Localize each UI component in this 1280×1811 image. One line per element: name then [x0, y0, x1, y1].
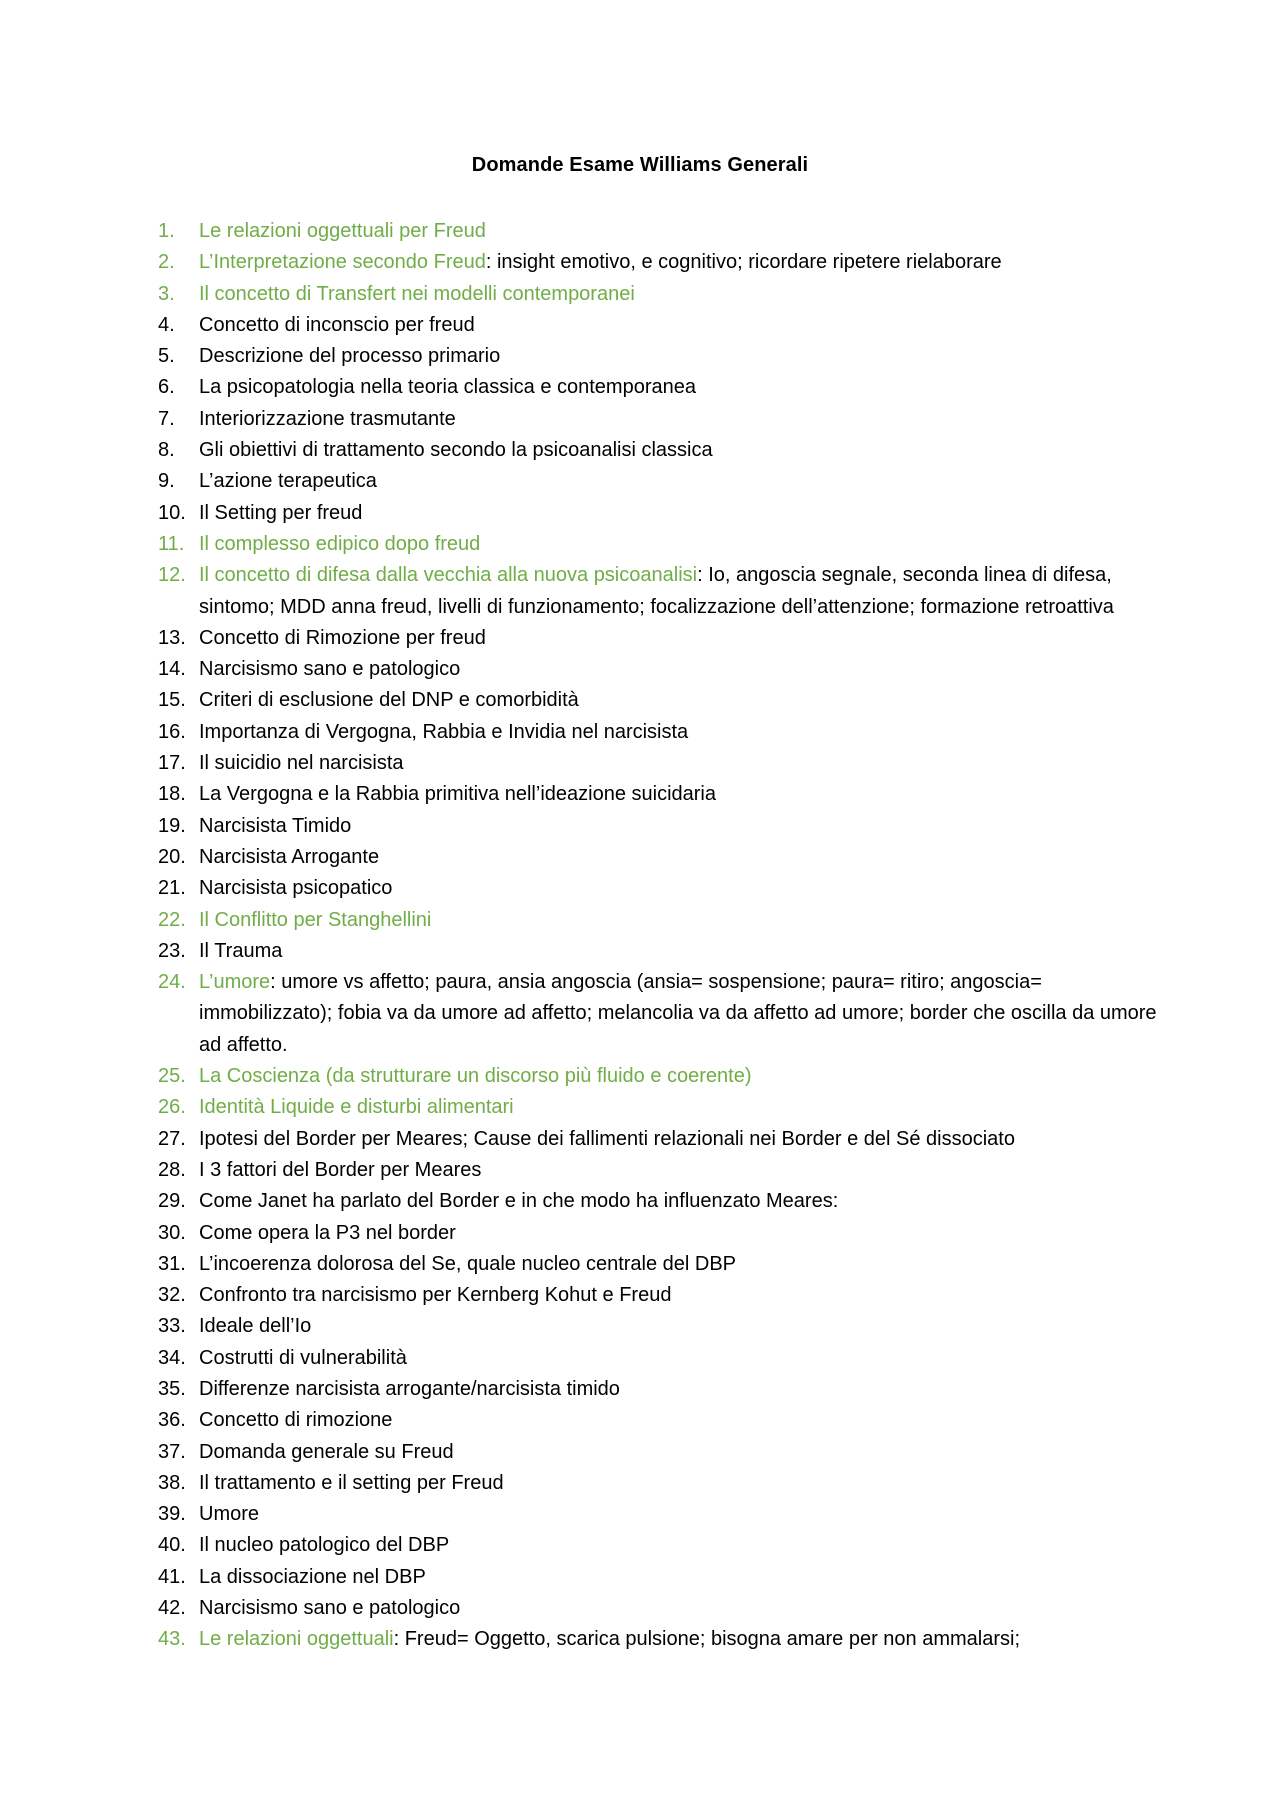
item-number: 9.: [158, 470, 175, 493]
list-item: [158, 1530, 1158, 1561]
item-number: 41.: [158, 1565, 186, 1588]
question-list: [158, 216, 1158, 1656]
list-item: [158, 1624, 1158, 1655]
highlighted-topic: Le relazioni oggettuali per Freud: [199, 220, 486, 242]
item-text: : umore vs affetto; paura, ansia angoscia (ansia= sospensione; paura= ritiro; angoscia= immobilizzato); fobia va da umore ad affetto; melancolia va da affetto ad umore; border che oscilla da umore ad affetto.: [199, 971, 1157, 1056]
item-number: 12.: [158, 564, 186, 587]
list-item: [158, 498, 1158, 529]
list-item: [158, 842, 1158, 873]
item-number: 13.: [158, 626, 186, 649]
item-text: : insight emotivo, e cognitivo; ricordare ripetere rielaborare: [485, 251, 1002, 274]
item-number: 42.: [158, 1597, 186, 1620]
list-item: [158, 685, 1158, 716]
item-text: Differenze narcisista arrogante/narcisista timido: [199, 1377, 620, 1400]
list-item: [158, 372, 1158, 403]
list-item: [158, 654, 1158, 685]
item-text: I 3 fattori del Border per Meares: [199, 1158, 482, 1181]
item-text: Importanza di Vergogna, Rabbia e Invidia nel narcisista: [199, 720, 689, 743]
item-text: L’incoerenza dolorosa del Se, quale nucleo centrale del DBP: [199, 1252, 737, 1275]
item-number: 3.: [158, 282, 175, 305]
list-item: [158, 967, 1158, 1061]
list-item: [158, 1593, 1158, 1624]
item-number: 17.: [158, 752, 186, 775]
list-item: [158, 1562, 1158, 1593]
list-item: [158, 873, 1158, 904]
list-item: [158, 216, 1158, 247]
list-item: [158, 717, 1158, 748]
list-item: [158, 1374, 1158, 1405]
item-number: 4.: [158, 313, 175, 336]
item-number: 15.: [158, 689, 186, 712]
item-number: 35.: [158, 1377, 186, 1400]
item-number: 19.: [158, 814, 186, 837]
item-number: 1.: [158, 220, 175, 242]
item-text: Il trattamento e il setting per Freud: [199, 1471, 504, 1494]
list-item: [158, 1343, 1158, 1374]
list-item: [158, 247, 1158, 278]
list-item: [158, 466, 1158, 497]
item-number: 21.: [158, 877, 186, 900]
item-text: Il Trauma: [199, 939, 283, 962]
item-text: Gli obiettivi di trattamento secondo la psicoanalisi classica: [199, 439, 713, 462]
item-text: Descrizione del processo primario: [199, 345, 501, 368]
item-number: 27.: [158, 1127, 186, 1150]
list-item: [158, 341, 1158, 372]
item-text: Il suicidio nel narcisista: [199, 752, 404, 775]
item-text: Narcisismo sano e patologico: [199, 1597, 461, 1620]
list-item: [158, 1311, 1158, 1342]
item-text: Confronto tra narcisismo per Kernberg Kohut e Freud: [199, 1284, 672, 1307]
list-item: [158, 1437, 1158, 1468]
item-number: 14.: [158, 658, 186, 681]
item-text: Criteri di esclusione del DNP e comorbidità: [199, 689, 579, 712]
list-item: [158, 748, 1158, 779]
highlighted-topic: Il concetto di Transfert nei modelli contemporanei: [199, 282, 635, 305]
list-item: [158, 1280, 1158, 1311]
item-text: : Io, angoscia segnale, seconda linea di difesa, sintomo; MDD anna freud, livelli di funzionamento; focalizzazione dell’attenzione; formazione retroattiva: [199, 564, 1114, 618]
item-text: Narcisismo sano e patologico: [199, 658, 461, 681]
list-item: [158, 560, 1158, 623]
item-number: 30.: [158, 1221, 186, 1244]
list-item: [158, 1249, 1158, 1280]
list-item: [158, 779, 1158, 810]
item-number: 26.: [158, 1096, 186, 1119]
item-text: Concetto di inconscio per freud: [199, 313, 475, 336]
list-item: [158, 435, 1158, 466]
item-text: Il Setting per freud: [199, 501, 363, 524]
item-number: 16.: [158, 720, 186, 743]
list-item: [158, 279, 1158, 310]
list-item: [158, 1155, 1158, 1186]
list-item: [158, 1092, 1158, 1123]
list-item: [158, 529, 1158, 560]
item-number: 29.: [158, 1190, 186, 1213]
item-text: La Vergogna e la Rabbia primitiva nell’ideazione suicidaria: [199, 783, 716, 806]
item-number: 40.: [158, 1534, 186, 1557]
highlighted-topic: L’umore: [199, 971, 271, 994]
item-text: Concetto di rimozione: [199, 1409, 393, 1432]
item-text: Il nucleo patologico del DBP: [199, 1534, 450, 1557]
highlighted-topic: L’Interpretazione secondo Freud: [199, 251, 486, 274]
item-number: 39.: [158, 1503, 186, 1526]
item-number: 34.: [158, 1346, 186, 1369]
list-item: [158, 905, 1158, 936]
item-number: 38.: [158, 1471, 186, 1494]
item-text: La psicopatologia nella teoria classica e contemporanea: [199, 376, 696, 399]
item-text: Come opera la P3 nel border: [199, 1221, 456, 1244]
item-text: Concetto di Rimozione per freud: [199, 626, 486, 649]
item-number: 23.: [158, 939, 186, 962]
item-text: L’azione terapeutica: [199, 470, 377, 493]
highlighted-topic: Le relazioni oggettuali: [199, 1628, 394, 1651]
highlighted-topic: La Coscienza (da strutturare un discorso più fluido e coerente): [199, 1065, 752, 1088]
item-number: 24.: [158, 971, 186, 994]
highlighted-topic: Il Conflitto per Stanghellini: [199, 908, 432, 931]
item-number: 31.: [158, 1252, 186, 1275]
list-item: [158, 310, 1158, 341]
highlighted-topic: Il concetto di difesa dalla vecchia alla nuova psicoanalisi: [199, 564, 698, 587]
document-title: Domande Esame Williams Generali: [471, 154, 809, 176]
list-item: [158, 1186, 1158, 1217]
list-item: [158, 1218, 1158, 1249]
item-number: 33.: [158, 1315, 186, 1338]
item-number: 18.: [158, 783, 186, 806]
item-text: La dissociazione nel DBP: [199, 1565, 426, 1588]
item-number: 37.: [158, 1440, 186, 1463]
list-item: [158, 1405, 1158, 1436]
item-text: Ideale dell’Io: [199, 1315, 312, 1338]
list-item: [158, 811, 1158, 842]
list-item: [158, 1061, 1158, 1092]
list-item: [158, 404, 1158, 435]
item-number: 10.: [158, 501, 186, 524]
item-text: Come Janet ha parlato del Border e in che modo ha influenzato Meares:: [199, 1190, 839, 1213]
item-number: 36.: [158, 1409, 186, 1432]
list-item: [158, 1468, 1158, 1499]
item-number: 43.: [158, 1628, 186, 1651]
item-text: Domanda generale su Freud: [199, 1440, 454, 1463]
item-number: 32.: [158, 1284, 186, 1307]
item-number: 11.: [158, 532, 185, 555]
item-number: 20.: [158, 845, 186, 868]
list-item: [158, 936, 1158, 967]
item-text: Umore: [199, 1503, 260, 1526]
list-item: [158, 623, 1158, 654]
highlighted-topic: Il complesso edipico dopo freud: [199, 532, 481, 555]
list-item: [158, 1499, 1158, 1530]
list-item: [158, 1124, 1158, 1155]
item-number: 6.: [158, 376, 175, 399]
item-number: 5.: [158, 345, 175, 368]
item-number: 22.: [158, 908, 186, 931]
highlighted-topic: Identità Liquide e disturbi alimentari: [199, 1096, 514, 1119]
item-number: 7.: [158, 407, 175, 430]
item-text: Narcisista Timido: [199, 814, 352, 837]
item-text: : Freud= Oggetto, scarica pulsione; bisogna amare per non ammalarsi;: [393, 1628, 1021, 1651]
item-number: 2.: [158, 251, 175, 274]
item-text: Costrutti di vulnerabilità: [199, 1346, 407, 1369]
item-text: Interiorizzazione trasmutante: [199, 407, 456, 430]
item-number: 25.: [158, 1065, 186, 1088]
item-text: Ipotesi del Border per Meares; Cause dei fallimenti relazionali nei Border e del Sé dissociato: [199, 1127, 1015, 1150]
item-number: 28.: [158, 1158, 186, 1181]
item-text: Narcisista psicopatico: [199, 877, 393, 900]
item-number: 8.: [158, 439, 175, 462]
item-text: Narcisista Arrogante: [199, 845, 380, 868]
